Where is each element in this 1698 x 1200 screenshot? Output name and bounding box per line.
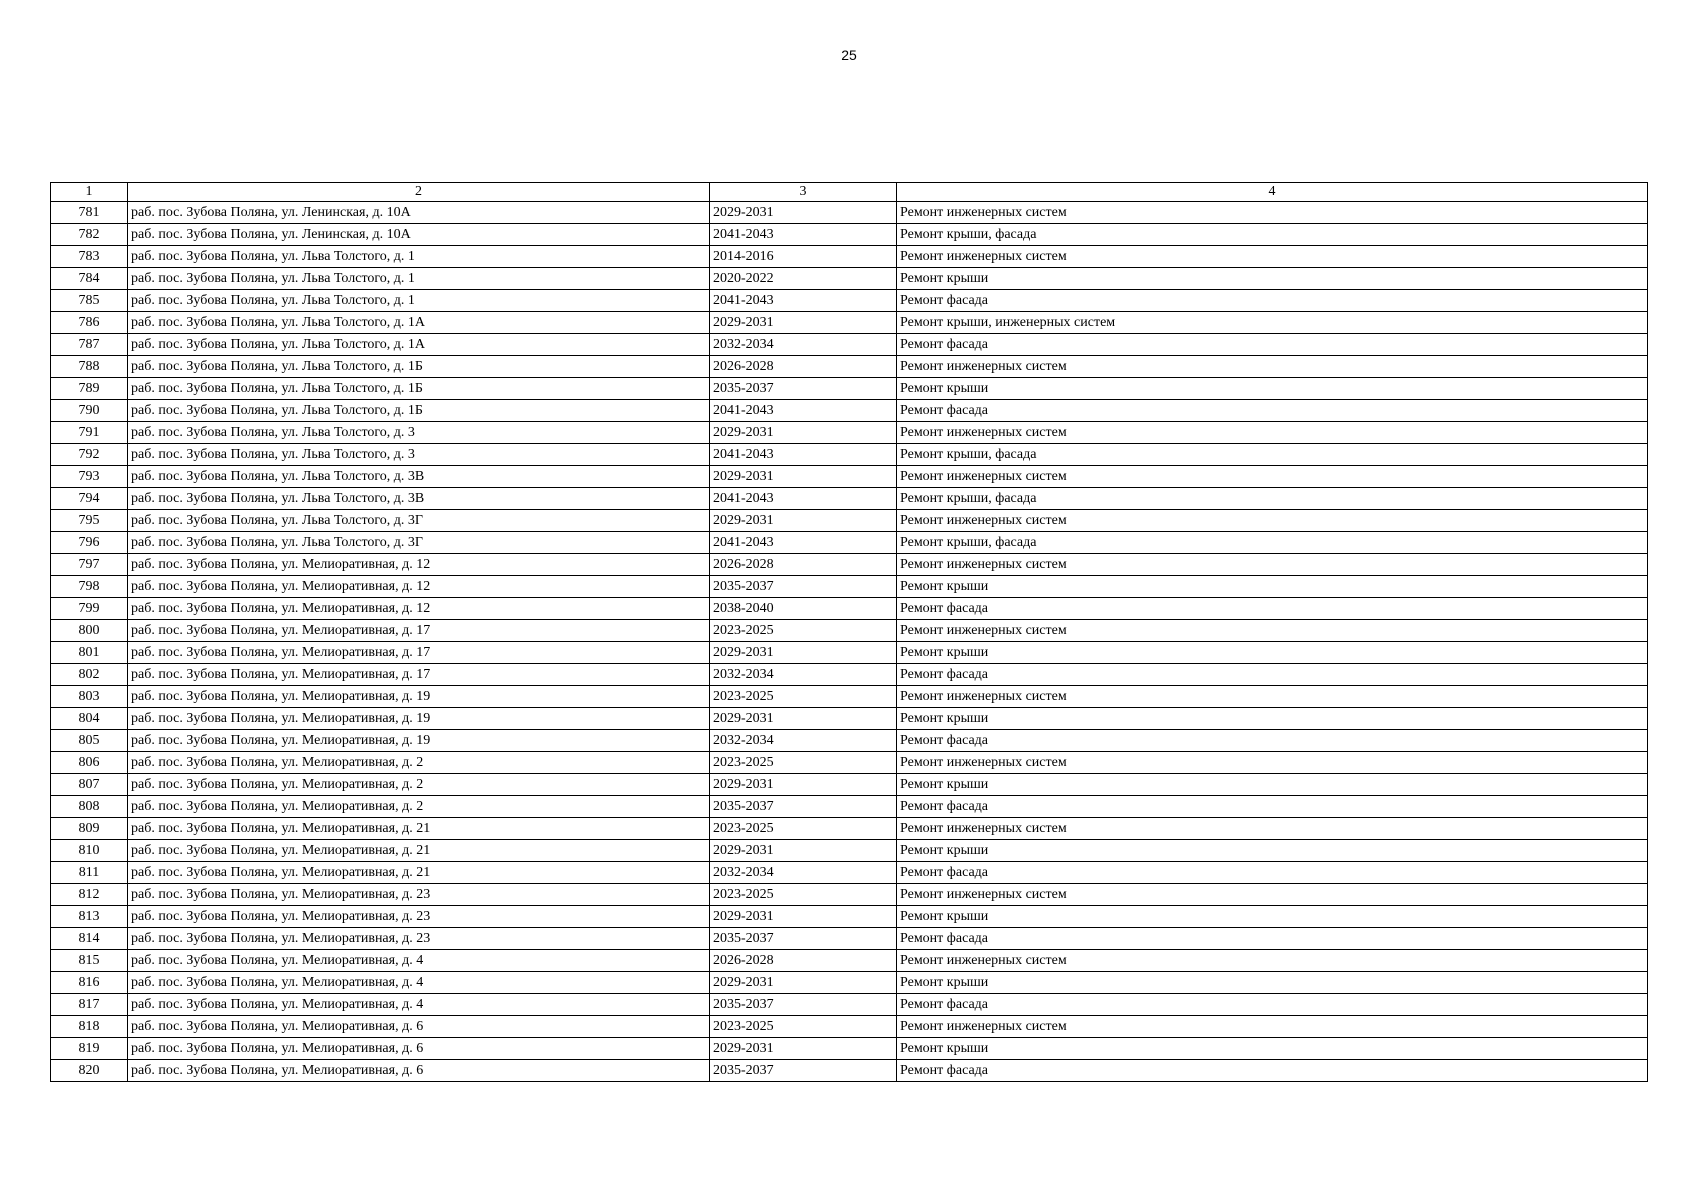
- page-number: 25: [841, 47, 857, 63]
- work-type-cell: Ремонт инженерных систем: [897, 202, 1648, 224]
- work-type-cell: Ремонт крыши: [897, 906, 1648, 928]
- address-cell: раб. пос. Зубова Поляна, ул. Льва Толстого, д. 1А: [128, 334, 710, 356]
- address-cell: раб. пос. Зубова Поляна, ул. Льва Толстого, д. 3Г: [128, 510, 710, 532]
- work-type-cell: Ремонт фасада: [897, 928, 1648, 950]
- work-type-cell: Ремонт фасада: [897, 290, 1648, 312]
- row-number: 804: [51, 708, 128, 730]
- address-cell: раб. пос. Зубова Поляна, ул. Мелиоративная, д. 19: [128, 708, 710, 730]
- work-type-cell: Ремонт инженерных систем: [897, 246, 1648, 268]
- address-cell: раб. пос. Зубова Поляна, ул. Мелиоративная, д. 6: [128, 1060, 710, 1082]
- table-row: [51, 554, 1648, 576]
- period-cell: 2029-2031: [710, 840, 897, 862]
- work-type-cell: Ремонт крыши: [897, 972, 1648, 994]
- table-row: [51, 1016, 1648, 1038]
- period-cell: 2029-2031: [710, 708, 897, 730]
- row-number: 786: [51, 312, 128, 334]
- table-row: [51, 774, 1648, 796]
- address-cell: раб. пос. Зубова Поляна, ул. Мелиоративная, д. 2: [128, 796, 710, 818]
- address-cell: раб. пос. Зубова Поляна, ул. Мелиоративная, д. 12: [128, 554, 710, 576]
- address-cell: раб. пос. Зубова Поляна, ул. Льва Толстого, д. 1: [128, 246, 710, 268]
- row-number: 805: [51, 730, 128, 752]
- row-number: 790: [51, 400, 128, 422]
- work-type-cell: Ремонт фасада: [897, 862, 1648, 884]
- address-cell: раб. пос. Зубова Поляна, ул. Мелиоративная, д. 12: [128, 598, 710, 620]
- period-cell: 2041-2043: [710, 488, 897, 510]
- work-type-cell: Ремонт инженерных систем: [897, 884, 1648, 906]
- period-cell: 2035-2037: [710, 576, 897, 598]
- period-cell: 2032-2034: [710, 862, 897, 884]
- row-number: 815: [51, 950, 128, 972]
- table-row: [51, 730, 1648, 752]
- table-row: [51, 400, 1648, 422]
- work-type-cell: Ремонт инженерных систем: [897, 466, 1648, 488]
- row-number: 793: [51, 466, 128, 488]
- header-col-4: 4: [897, 183, 1648, 202]
- table-row: [51, 378, 1648, 400]
- address-cell: раб. пос. Зубова Поляна, ул. Мелиоративная, д. 17: [128, 642, 710, 664]
- address-cell: раб. пос. Зубова Поляна, ул. Мелиоративная, д. 21: [128, 862, 710, 884]
- work-type-cell: Ремонт инженерных систем: [897, 686, 1648, 708]
- table-row: [51, 312, 1648, 334]
- table-row: [51, 1038, 1648, 1060]
- address-cell: раб. пос. Зубова Поляна, ул. Мелиоративная, д. 4: [128, 950, 710, 972]
- work-type-cell: Ремонт инженерных систем: [897, 1016, 1648, 1038]
- table-row: [51, 356, 1648, 378]
- period-cell: 2029-2031: [710, 510, 897, 532]
- row-number: 800: [51, 620, 128, 642]
- row-number: 810: [51, 840, 128, 862]
- row-number: 819: [51, 1038, 128, 1060]
- work-type-cell: Ремонт инженерных систем: [897, 510, 1648, 532]
- row-number: 807: [51, 774, 128, 796]
- address-cell: раб. пос. Зубова Поляна, ул. Льва Толстого, д. 1Б: [128, 378, 710, 400]
- row-number: 792: [51, 444, 128, 466]
- period-cell: 2026-2028: [710, 356, 897, 378]
- table-row: [51, 752, 1648, 774]
- row-number: 813: [51, 906, 128, 928]
- row-number: 799: [51, 598, 128, 620]
- work-type-cell: Ремонт инженерных систем: [897, 554, 1648, 576]
- period-cell: 2032-2034: [710, 730, 897, 752]
- work-type-cell: Ремонт крыши, фасада: [897, 224, 1648, 246]
- period-cell: 2041-2043: [710, 532, 897, 554]
- row-number: 808: [51, 796, 128, 818]
- work-type-cell: Ремонт крыши: [897, 642, 1648, 664]
- table-header-row: [51, 183, 1648, 202]
- period-cell: 2041-2043: [710, 224, 897, 246]
- address-cell: раб. пос. Зубова Поляна, ул. Мелиоративная, д. 6: [128, 1038, 710, 1060]
- address-cell: раб. пос. Зубова Поляна, ул. Льва Толстого, д. 3: [128, 422, 710, 444]
- table-row: [51, 334, 1648, 356]
- row-number: 797: [51, 554, 128, 576]
- address-cell: раб. пос. Зубова Поляна, ул. Мелиоративная, д. 17: [128, 664, 710, 686]
- table-row: [51, 598, 1648, 620]
- address-cell: раб. пос. Зубова Поляна, ул. Льва Толстого, д. 3В: [128, 466, 710, 488]
- row-number: 795: [51, 510, 128, 532]
- address-cell: раб. пос. Зубова Поляна, ул. Мелиоративная, д. 17: [128, 620, 710, 642]
- address-cell: раб. пос. Зубова Поляна, ул. Льва Толстого, д. 1: [128, 290, 710, 312]
- table-row: [51, 906, 1648, 928]
- address-cell: раб. пос. Зубова Поляна, ул. Мелиоративная, д. 4: [128, 994, 710, 1016]
- work-type-cell: Ремонт крыши: [897, 1038, 1648, 1060]
- address-cell: раб. пос. Зубова Поляна, ул. Мелиоративная, д. 23: [128, 884, 710, 906]
- table-row: [51, 840, 1648, 862]
- work-type-cell: Ремонт фасада: [897, 730, 1648, 752]
- work-type-cell: Ремонт фасада: [897, 664, 1648, 686]
- row-number: 820: [51, 1060, 128, 1082]
- table-row: [51, 422, 1648, 444]
- period-cell: 2029-2031: [710, 906, 897, 928]
- period-cell: 2029-2031: [710, 422, 897, 444]
- period-cell: 2035-2037: [710, 994, 897, 1016]
- work-type-cell: Ремонт инженерных систем: [897, 422, 1648, 444]
- address-cell: раб. пос. Зубова Поляна, ул. Мелиоративная, д. 4: [128, 972, 710, 994]
- table-row: [51, 950, 1648, 972]
- work-type-cell: Ремонт крыши, фасада: [897, 488, 1648, 510]
- period-cell: 2038-2040: [710, 598, 897, 620]
- period-cell: 2032-2034: [710, 334, 897, 356]
- period-cell: 2026-2028: [710, 554, 897, 576]
- address-cell: раб. пос. Зубова Поляна, ул. Ленинская, д. 10А: [128, 224, 710, 246]
- table-row: [51, 510, 1648, 532]
- row-number: 789: [51, 378, 128, 400]
- row-number: 794: [51, 488, 128, 510]
- row-number: 803: [51, 686, 128, 708]
- row-number: 816: [51, 972, 128, 994]
- header-col-2: 2: [128, 183, 710, 202]
- header-col-1: 1: [51, 183, 128, 202]
- table-row: [51, 708, 1648, 730]
- period-cell: 2035-2037: [710, 796, 897, 818]
- table-row: [51, 202, 1648, 224]
- work-type-cell: Ремонт крыши: [897, 576, 1648, 598]
- work-type-cell: Ремонт крыши, фасада: [897, 532, 1648, 554]
- period-cell: 2029-2031: [710, 312, 897, 334]
- row-number: 791: [51, 422, 128, 444]
- period-cell: 2035-2037: [710, 928, 897, 950]
- table-row: [51, 862, 1648, 884]
- period-cell: 2029-2031: [710, 972, 897, 994]
- address-cell: раб. пос. Зубова Поляна, ул. Мелиоративная, д. 12: [128, 576, 710, 598]
- table-body: [51, 183, 1648, 1082]
- row-number: 802: [51, 664, 128, 686]
- work-type-cell: Ремонт крыши: [897, 774, 1648, 796]
- period-cell: 2023-2025: [710, 884, 897, 906]
- period-cell: 2041-2043: [710, 290, 897, 312]
- table-row: [51, 290, 1648, 312]
- work-type-cell: Ремонт крыши, инженерных систем: [897, 312, 1648, 334]
- address-cell: раб. пос. Зубова Поляна, ул. Льва Толстого, д. 3: [128, 444, 710, 466]
- work-type-cell: Ремонт фасада: [897, 334, 1648, 356]
- period-cell: 2023-2025: [710, 818, 897, 840]
- period-cell: 2020-2022: [710, 268, 897, 290]
- work-type-cell: Ремонт крыши: [897, 840, 1648, 862]
- period-cell: 2029-2031: [710, 642, 897, 664]
- table-row: [51, 444, 1648, 466]
- row-number: 809: [51, 818, 128, 840]
- table-row: [51, 642, 1648, 664]
- period-cell: 2023-2025: [710, 752, 897, 774]
- period-cell: 2029-2031: [710, 466, 897, 488]
- address-cell: раб. пос. Зубова Поляна, ул. Мелиоративная, д. 19: [128, 686, 710, 708]
- period-cell: 2041-2043: [710, 400, 897, 422]
- work-type-cell: Ремонт инженерных систем: [897, 818, 1648, 840]
- period-cell: 2023-2025: [710, 686, 897, 708]
- period-cell: 2014-2016: [710, 246, 897, 268]
- row-number: 785: [51, 290, 128, 312]
- period-cell: 2029-2031: [710, 774, 897, 796]
- table-row: [51, 224, 1648, 246]
- work-type-cell: Ремонт крыши: [897, 378, 1648, 400]
- address-cell: раб. пос. Зубова Поляна, ул. Мелиоративная, д. 19: [128, 730, 710, 752]
- row-number: 787: [51, 334, 128, 356]
- address-cell: раб. пос. Зубова Поляна, ул. Мелиоративная, д. 2: [128, 774, 710, 796]
- period-cell: 2041-2043: [710, 444, 897, 466]
- row-number: 811: [51, 862, 128, 884]
- address-cell: раб. пос. Зубова Поляна, ул. Мелиоративная, д. 2: [128, 752, 710, 774]
- table-row: [51, 796, 1648, 818]
- row-number: 784: [51, 268, 128, 290]
- table-row: [51, 818, 1648, 840]
- period-cell: 2029-2031: [710, 202, 897, 224]
- work-type-cell: Ремонт инженерных систем: [897, 950, 1648, 972]
- table-row: [51, 488, 1648, 510]
- table-row: [51, 884, 1648, 906]
- table-row: [51, 1060, 1648, 1082]
- table-row: [51, 686, 1648, 708]
- period-cell: 2026-2028: [710, 950, 897, 972]
- row-number: 806: [51, 752, 128, 774]
- table-row: [51, 664, 1648, 686]
- row-number: 817: [51, 994, 128, 1016]
- table-row: [51, 928, 1648, 950]
- period-cell: 2029-2031: [710, 1038, 897, 1060]
- work-type-cell: Ремонт фасада: [897, 796, 1648, 818]
- period-cell: 2035-2037: [710, 1060, 897, 1082]
- period-cell: 2035-2037: [710, 378, 897, 400]
- table-row: [51, 620, 1648, 642]
- row-number: 796: [51, 532, 128, 554]
- work-type-cell: Ремонт крыши: [897, 708, 1648, 730]
- table-row: [51, 268, 1648, 290]
- work-type-cell: Ремонт крыши: [897, 268, 1648, 290]
- work-type-cell: Ремонт крыши, фасада: [897, 444, 1648, 466]
- address-cell: раб. пос. Зубова Поляна, ул. Льва Толстого, д. 1А: [128, 312, 710, 334]
- address-cell: раб. пос. Зубова Поляна, ул. Льва Толстого, д. 1: [128, 268, 710, 290]
- address-cell: раб. пос. Зубова Поляна, ул. Мелиоративная, д. 23: [128, 928, 710, 950]
- work-type-cell: Ремонт инженерных систем: [897, 620, 1648, 642]
- table-row: [51, 972, 1648, 994]
- table-row: [51, 532, 1648, 554]
- row-number: 814: [51, 928, 128, 950]
- address-cell: раб. пос. Зубова Поляна, ул. Мелиоративная, д. 21: [128, 818, 710, 840]
- address-cell: раб. пос. Зубова Поляна, ул. Мелиоративная, д. 6: [128, 1016, 710, 1038]
- header-col-3: 3: [710, 183, 897, 202]
- work-type-cell: Ремонт фасада: [897, 400, 1648, 422]
- work-type-cell: Ремонт фасада: [897, 1060, 1648, 1082]
- table-row: [51, 246, 1648, 268]
- table-row: [51, 994, 1648, 1016]
- table-row: [51, 466, 1648, 488]
- work-type-cell: Ремонт инженерных систем: [897, 356, 1648, 378]
- address-cell: раб. пос. Зубова Поляна, ул. Ленинская, д. 10А: [128, 202, 710, 224]
- period-cell: 2032-2034: [710, 664, 897, 686]
- row-number: 798: [51, 576, 128, 598]
- row-number: 782: [51, 224, 128, 246]
- period-cell: 2023-2025: [710, 1016, 897, 1038]
- row-number: 781: [51, 202, 128, 224]
- period-cell: 2023-2025: [710, 620, 897, 642]
- address-cell: раб. пос. Зубова Поляна, ул. Льва Толстого, д. 1Б: [128, 400, 710, 422]
- row-number: 788: [51, 356, 128, 378]
- address-cell: раб. пос. Зубова Поляна, ул. Льва Толстого, д. 3В: [128, 488, 710, 510]
- row-number: 812: [51, 884, 128, 906]
- work-type-cell: Ремонт фасада: [897, 994, 1648, 1016]
- address-cell: раб. пос. Зубова Поляна, ул. Льва Толстого, д. 1Б: [128, 356, 710, 378]
- table-row: [51, 576, 1648, 598]
- work-type-cell: Ремонт фасада: [897, 598, 1648, 620]
- work-type-cell: Ремонт инженерных систем: [897, 752, 1648, 774]
- row-number: 818: [51, 1016, 128, 1038]
- address-cell: раб. пос. Зубова Поляна, ул. Льва Толстого, д. 3Г: [128, 532, 710, 554]
- row-number: 801: [51, 642, 128, 664]
- repair-schedule-table: [50, 182, 1648, 1082]
- row-number: 783: [51, 246, 128, 268]
- address-cell: раб. пос. Зубова Поляна, ул. Мелиоративная, д. 23: [128, 906, 710, 928]
- address-cell: раб. пос. Зубова Поляна, ул. Мелиоративная, д. 21: [128, 840, 710, 862]
